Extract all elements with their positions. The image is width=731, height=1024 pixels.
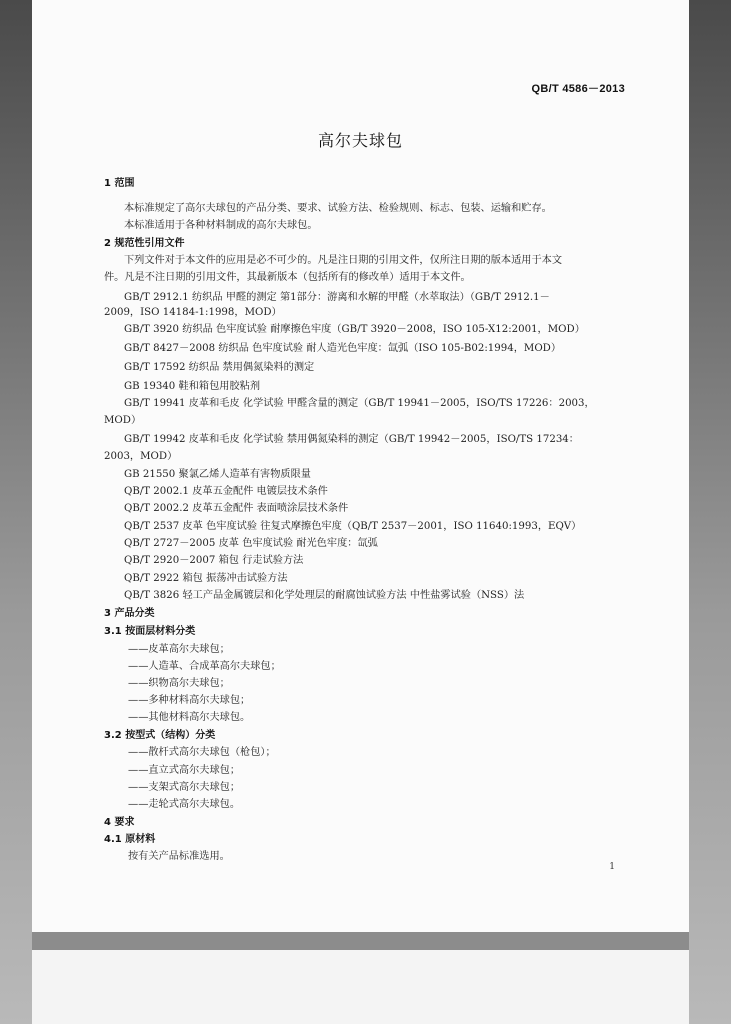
reference-line: QB/T 3826 轻工产品金属镀层和化学处理层的耐腐蚀试验方法 中性盐雾试验（NSS）法	[124, 590, 525, 601]
reference-line: GB/T 2912.1 纺织品 甲醛的测定 第1部分：游离和水解的甲醛（水萃取法）（GB/T 2912.1－	[124, 292, 550, 303]
reference-line: QB/T 2922 箱包 振荡冲击试验方法	[124, 573, 288, 584]
reference-line: QB/T 2920－2007 箱包 行走试验方法	[124, 555, 304, 566]
list-item: ——多种材料高尔夫球包；	[128, 695, 251, 706]
list-item: ——散杆式高尔夫球包（枪包）；	[128, 747, 276, 758]
next-page-preview	[32, 950, 689, 1024]
list-item: ——织物高尔夫球包；	[128, 678, 230, 689]
section-1-paragraph: 本标准适用于各种材料制成的高尔夫球包。	[124, 220, 318, 231]
section-3-2-heading: 3.2 按型式（结构）分类	[104, 730, 216, 741]
list-item: ——支架式高尔夫球包；	[128, 782, 241, 793]
reference-line: GB 21550 聚氯乙烯人造革有害物质限量	[124, 469, 311, 480]
reference-line: 2003，MOD）	[104, 451, 178, 462]
section-4-1-heading: 4.1 原材料	[104, 834, 156, 845]
document-title: 高尔夫球包	[317, 131, 403, 150]
section-3-1-heading: 3.1 按面层材料分类	[104, 626, 196, 637]
standard-code: QB/T 4586－2013	[531, 83, 625, 95]
section-2-intro: 件。凡是不注日期的引用文件，其最新版本（包括所有的修改单）适用于本文件。	[104, 272, 471, 283]
reference-line: GB/T 19941 皮革和毛皮 化学试验 甲醛含量的测定（GB/T 19941－2005，ISO/TS 17226：2003，	[124, 398, 595, 409]
section-1-paragraph: 本标准规定了高尔夫球包的产品分类、要求、试验方法、检验规则、标志、包装、运输和贮存。	[124, 203, 552, 214]
reference-line: GB/T 8427－2008 纺织品 色牢度试验 耐人造光色牢度：氙弧（ISO 105-B02:1994，MOD）	[124, 343, 562, 354]
reference-line: MOD）	[104, 415, 142, 426]
list-item: ——其他材料高尔夫球包。	[128, 712, 251, 723]
viewer-margin-left	[0, 0, 32, 1024]
reference-line: GB 19340 鞋和箱包用胶粘剂	[124, 381, 261, 392]
page-number: 1	[609, 862, 615, 872]
section-2-heading: 2 规范性引用文件	[104, 238, 185, 249]
list-item: ——人造革、合成革高尔夫球包；	[128, 661, 281, 672]
section-3-heading: 3 产品分类	[104, 608, 155, 619]
reference-line: QB/T 2002.1 皮革五金配件 电镀层技术条件	[124, 486, 328, 497]
reference-line: QB/T 2537 皮革 色牢度试验 往复式摩擦色牢度（QB/T 2537－2001，ISO 11640:1993，EQV）	[124, 521, 582, 532]
section-4-1-paragraph: 按有关产品标准选用。	[128, 851, 230, 862]
section-2-intro: 下列文件对于本文件的应用是必不可少的。凡是注日期的引用文件，仅所注日期的版本适用于本文	[124, 255, 563, 266]
list-item: ——走轮式高尔夫球包。	[128, 799, 241, 810]
document-page	[32, 0, 689, 932]
reference-line: QB/T 2002.2 皮革五金配件 表面喷涂层技术条件	[124, 503, 349, 514]
list-item: ——皮革高尔夫球包；	[128, 644, 230, 655]
section-1-heading: 1 范围	[104, 178, 135, 189]
reference-line: GB/T 17592 纺织品 禁用偶氮染料的测定	[124, 362, 315, 373]
list-item: ——直立式高尔夫球包；	[128, 765, 241, 776]
reference-line: GB/T 19942 皮革和毛皮 化学试验 禁用偶氮染料的测定（GB/T 19942－2005，ISO/TS 17234：	[124, 434, 579, 445]
viewer-margin-right	[689, 0, 731, 1024]
reference-line: QB/T 2727－2005 皮革 色牢度试验 耐光色牢度：氙弧	[124, 538, 378, 549]
reference-line: 2009，ISO 14184-1:1998，MOD）	[104, 307, 282, 318]
section-4-heading: 4 要求	[104, 817, 135, 828]
reference-line: GB/T 3920 纺织品 色牢度试验 耐摩擦色牢度（GB/T 3920－2008，ISO 105-X12:2001，MOD）	[124, 324, 585, 335]
